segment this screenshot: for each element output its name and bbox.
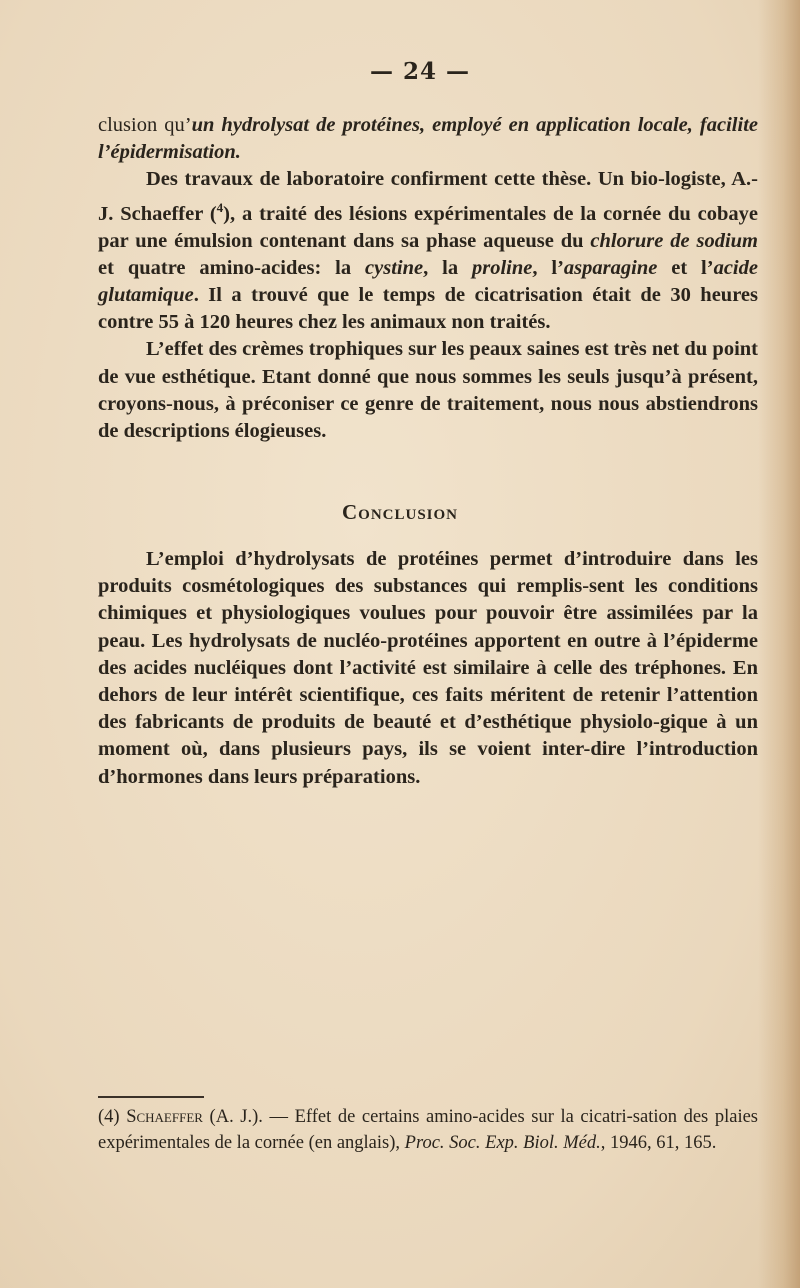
page-edge-shadow [758, 0, 800, 1288]
footnote-rule [98, 1096, 204, 1098]
footnote-author: Schaeffer [126, 1107, 203, 1127]
footnote: (4) Schaeffer (A. J.). — Effet de certains amino-acides sur la cicatri-sation des plaies expérimentales de la cornée (en anglais), Proc. Soc. Exp. Biol. Méd., 1946, 61, 165. [98, 1107, 759, 1153]
footnote-journal: Proc. Soc. Exp. Biol. Méd. [404, 1133, 601, 1153]
conclusion-body [98, 546, 758, 791]
section-heading: Conclusion [341, 500, 458, 524]
conclusion-paragraph: L’emploi d’hydrolysats de protéines permet d’introduire dans les produits cosmétologiques des substances qui remplis-sent les conditions chimiques et physiologiques voulues pour pouvoir être assimilées par la peau. Les hydrolysats de nucléo-protéines apportent en outre à l’épiderme des acides nucléiques dont l’activité est similaire à celle des tréphones. En dehors de leur intérêt scientifique, ces faits méritent de retenir l’attention des fabricants de produits de beauté et d’esthétique physiolo-gique à un moment où, dans plusieurs pays, ils se voient inter-dire l’introduction d’hormones dans leurs préparations. [98, 548, 758, 788]
continuation-paragraph: clusion qu’un hydrolysat de protéines, employé en application locale, facilite l’épidermisation. [98, 114, 758, 164]
page-number: — 24 — [370, 58, 471, 85]
body-text-top [98, 112, 758, 445]
paragraph-creams: L’effet des crèmes trophiques sur les peaux saines est très net du point de vue esthétique. Etant donné que nous sommes les seuls jusqu’à présent, croyons-nous, à préconiser ce genre de traitement, nous nous abstiendrons de descriptions élogieuses. [98, 338, 758, 443]
footnote-marker: (4) [98, 1107, 120, 1127]
paragraph-laboratory: Des travaux de laboratoire confirment cette thèse. Un bio-logiste, A.-J. Schaeffer ($^4$), a traité des lésions expérimentales de la cornée du cobaye par une émulsion contenant dans sa phase aqueuse du chlorure de sodium et quatre amino-acides: la cystine, la proline, l’asparagine et l’acide glutamique. Il a trouvé que le temps de cicatrisation était de 30 heures contre 55 à 120 heures chez les animaux non traités. [98, 168, 758, 334]
footnote-ref: 4 [216, 199, 224, 215]
